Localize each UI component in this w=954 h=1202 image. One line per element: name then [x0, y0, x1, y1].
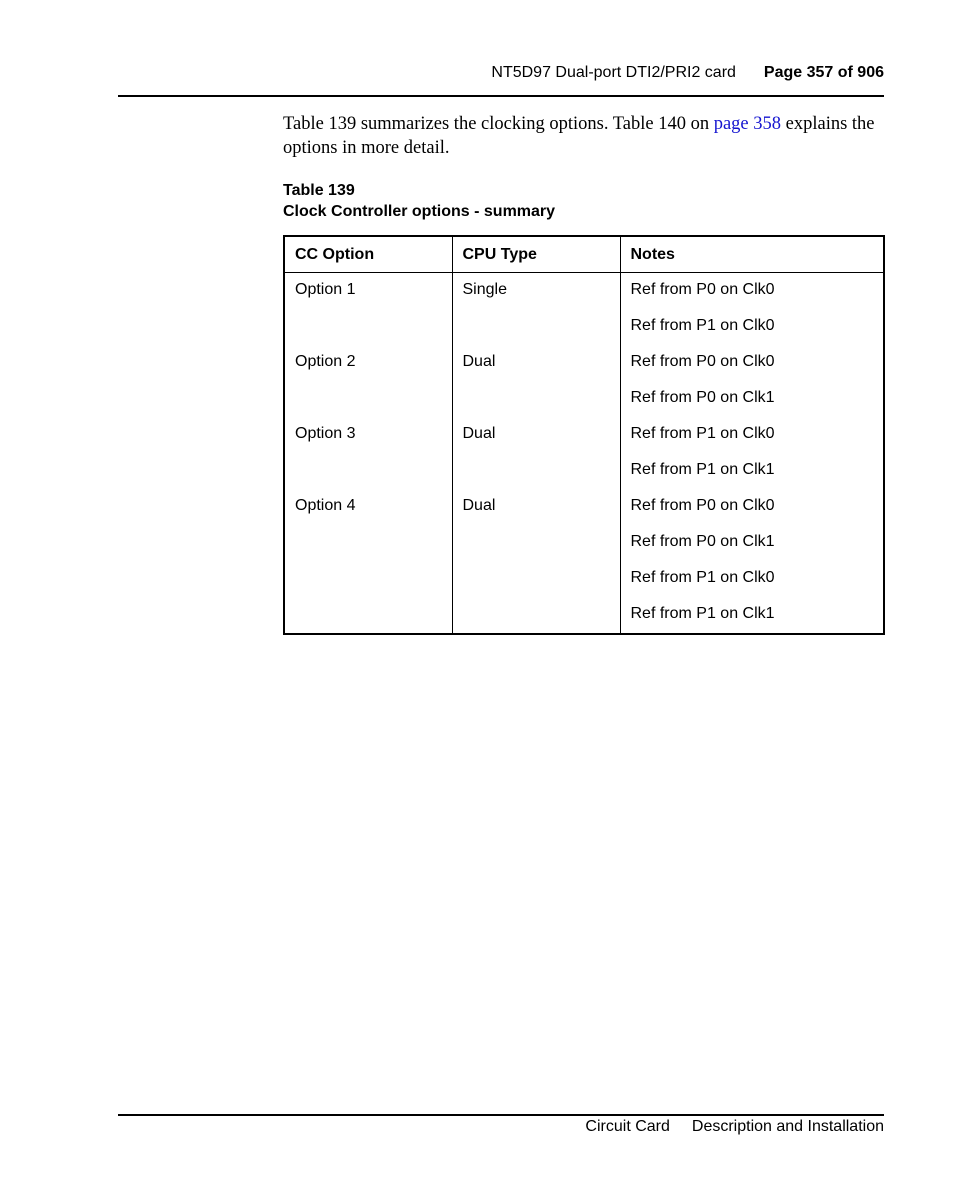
note-line: Ref from P0 on Clk1	[630, 533, 775, 550]
note-line: Ref from P1 on Clk0	[630, 317, 775, 334]
header-cc-option: CC Option	[284, 236, 452, 273]
intro-text-end: explains the options in more detail.	[283, 114, 875, 158]
table-title: Clock Controller options - summary	[283, 203, 556, 220]
note-line: Ref from P0 on Clk0	[630, 497, 775, 514]
page-number: Page 357 of 906	[763, 64, 884, 81]
cc-option-cell: Option 1	[284, 273, 452, 346]
table-row	[284, 273, 884, 346]
table-number: Table 139	[283, 182, 355, 199]
table-row	[284, 345, 884, 417]
note-line: Ref from P0 on Clk0	[630, 353, 775, 370]
cc-option-cell: Option 2	[284, 345, 452, 417]
running-footer	[118, 1118, 884, 1136]
cpu-type-cell: Dual	[452, 345, 620, 417]
footer-rule	[118, 1114, 884, 1116]
notes-cell	[620, 345, 884, 417]
notes-cell	[620, 273, 884, 346]
note-line: Ref from P1 on Clk0	[630, 569, 775, 586]
running-header	[118, 64, 884, 86]
note-line: Ref from P1 on Clk0	[630, 425, 775, 442]
table-caption	[283, 180, 555, 222]
cc-option-cell: Option 4	[284, 489, 452, 634]
table-row	[284, 417, 884, 489]
clock-controller-table	[283, 235, 885, 635]
intro-paragraph	[283, 112, 885, 160]
header-cpu-type: CPU Type	[452, 236, 620, 273]
table-row	[284, 489, 884, 634]
cpu-type-cell: Dual	[452, 417, 620, 489]
note-line: Ref from P1 on Clk1	[630, 605, 775, 622]
footer-section: Circuit Card	[585, 1118, 670, 1135]
cc-option-cell: Option 3	[284, 417, 452, 489]
cpu-type-cell: Single	[452, 273, 620, 346]
header-rule	[118, 95, 884, 97]
page-link[interactable]: page 358	[713, 114, 782, 134]
cpu-type-cell: Dual	[452, 489, 620, 634]
table-header-row	[284, 236, 884, 273]
note-line: Ref from P0 on Clk0	[630, 281, 775, 298]
notes-cell	[620, 417, 884, 489]
note-line: Ref from P0 on Clk1	[630, 389, 775, 406]
intro-text-start: Table 139 summarizes the clocking options. Table 140 on	[283, 114, 714, 134]
notes-cell	[620, 489, 884, 634]
header-notes: Notes	[620, 236, 884, 273]
note-line: Ref from P1 on Clk1	[630, 461, 775, 478]
footer-book-title: Description and Installation	[691, 1118, 884, 1135]
document-title: NT5D97 Dual-port DTI2/PRI2 card	[491, 64, 736, 81]
